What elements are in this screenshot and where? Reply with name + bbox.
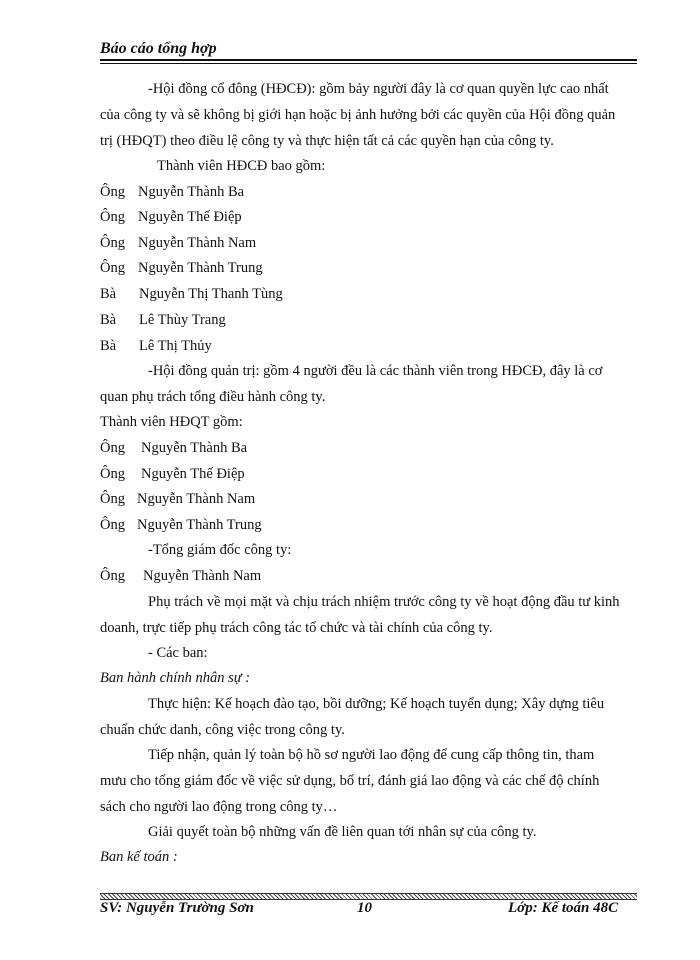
departments-title: - Các ban: bbox=[148, 645, 208, 661]
paragraph-ceo-line-1: Phụ trách về mọi mặt và chịu trách nhiệm trước công ty về hoạt động đầu tư kinh bbox=[148, 594, 620, 610]
list-item: Ông Nguyễn Thành Nam bbox=[100, 491, 256, 507]
list-item: Ông Nguyễn Thành Trung bbox=[100, 260, 263, 276]
paragraph-ceo-line-2: doanh, trực tiếp phụ trách công tác tổ chức và tài chính của công ty. bbox=[100, 620, 493, 636]
class-label: Lớp: Kế toán 48C bbox=[508, 900, 619, 916]
hr-heading: Ban hành chính nhân sự : bbox=[100, 670, 251, 686]
list-item: Ông Nguyễn Thế Điệp bbox=[100, 209, 242, 225]
paragraph-hr-issues: Giải quyết toàn bộ những vấn đề liên quan tới nhân sự của công ty. bbox=[148, 824, 537, 840]
list-item: Ông Nguyễn Thành Trung bbox=[100, 517, 262, 533]
paragraph-hdqt-line-2: quan phụ trách tổng điều hành công ty. bbox=[100, 389, 326, 405]
list-item: Bà Nguyễn Thị Thanh Tùng bbox=[100, 286, 283, 302]
footer-divider bbox=[100, 893, 637, 900]
header-divider bbox=[100, 59, 637, 64]
paragraph-records-line-2: mưu cho tổng giám đốc về việc sử dụng, bố trí, đánh giá lao động và các chế độ chính bbox=[100, 773, 600, 789]
paragraph-hr-line-1: Thực hiện: Kế hoạch đào tạo, bồi dưỡng; Kế hoạch tuyển dụng; Xây dựng tiêu bbox=[148, 696, 605, 712]
paragraph-records-line-1: Tiếp nhận, quản lý toàn bộ hồ sơ người lao động để cung cấp thông tin, tham bbox=[148, 747, 595, 763]
paragraph-hdqt-line-1: -Hội đồng quản trị: gồm 4 người đều là các thành viên trong HĐCĐ, đây là cơ bbox=[148, 363, 603, 379]
paragraph-hdcd-line-1: -Hội đồng cổ đông (HĐCĐ): gồm bảy người đây là cơ quan quyền lực cao nhất bbox=[148, 81, 609, 97]
paragraph-records-line-3: sách cho người lao động trong công ty… bbox=[100, 799, 338, 815]
list-item: Ông Nguyễn Thành Ba bbox=[100, 440, 248, 456]
accounting-heading: Ban kế toán : bbox=[100, 849, 178, 865]
list-item: Ông Nguyễn Thế Điệp bbox=[100, 466, 245, 482]
list-item: Bà Lê Thùy Trang bbox=[100, 312, 226, 328]
ceo-title: -Tổng giám đốc công ty: bbox=[148, 542, 292, 558]
paragraph-hr-line-2: chuẩn chức danh, công việc trong công ty. bbox=[100, 722, 345, 738]
list-item: Ông Nguyễn Thành Nam bbox=[100, 235, 257, 251]
list-item: Bà Lê Thị Thủy bbox=[100, 338, 212, 354]
report-title: Báo cáo tổng hợp bbox=[100, 40, 217, 57]
paragraph-hdcd-line-2: của công ty và sẽ không bị giới hạn hoặc bị ảnh hưởng bởi các quyền của Hội đồng quản bbox=[100, 107, 616, 123]
page-number: 10 bbox=[357, 900, 372, 916]
student-name: SV: Nguyễn Trường Sơn bbox=[100, 900, 254, 916]
list-item: Ông Nguyễn Thành Nam bbox=[100, 568, 262, 584]
hdqt-members-title: Thành viên HĐQT gồm: bbox=[100, 414, 243, 430]
paragraph-hdcd-line-3: trị (HĐQT) theo điều lệ công ty và thực hiện tất cả các quyền hạn của công ty. bbox=[100, 133, 554, 149]
hdcd-members-title: Thành viên HĐCĐ bao gồm: bbox=[157, 158, 326, 174]
list-item: Ông Nguyễn Thành Ba bbox=[100, 184, 245, 200]
